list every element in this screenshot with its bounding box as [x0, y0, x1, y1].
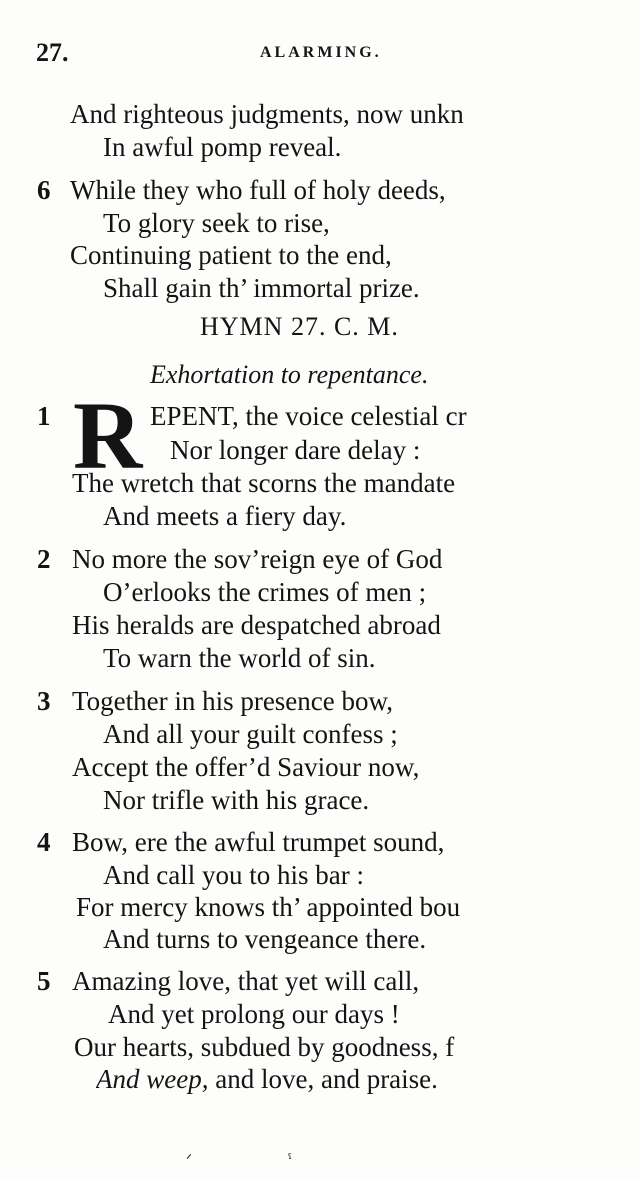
verse-line: Accept the offer’d Saviour now,: [72, 752, 420, 782]
verse-number: 1: [37, 401, 51, 431]
verse-line: And call you to his bar :: [103, 860, 364, 890]
verse-line: To glory seek to rise,: [103, 208, 330, 238]
verse-line: And meets a fiery day.: [103, 501, 347, 531]
running-head: [0, 38, 640, 68]
verse-line: The wretch that scorns the mandate: [72, 468, 456, 498]
verse-line: Nor trifle with his grace.: [103, 785, 370, 815]
verse-line: No more the sov’reign eye of God: [72, 544, 443, 574]
verse-line-final: [96, 1063, 536, 1095]
hymn-title: HYMN 27. C. M.: [200, 312, 399, 341]
verse-line: Our hearts, subdued by goodness, f: [74, 1032, 455, 1062]
page-number: 27.: [36, 38, 69, 67]
verse-line-rest: and love, and praise.: [208, 1064, 438, 1094]
hymn-subtitle: Exhortation to repentance.: [150, 360, 429, 389]
verse-line: To warn the world of sin.: [103, 643, 376, 673]
verse-line: Nor longer dare delay :: [170, 435, 421, 465]
verse-line: Amazing love, that yet will call,: [72, 966, 420, 996]
verse-line-italic-part: And weep,: [96, 1064, 209, 1094]
verse-line: While they who full of holy deeds,: [70, 175, 446, 205]
verse-number: 3: [37, 686, 51, 716]
continued-line-1: And righteous judgments, now unkn: [70, 99, 464, 129]
verse-line: For mercy knows th’ appointed bou: [76, 892, 461, 922]
verse-line: And turns to vengeance there.: [103, 924, 427, 954]
section-title: ALARMING.: [260, 44, 382, 61]
continued-line-2: In awful pomp reveal.: [103, 132, 342, 162]
verse-line: Shall gain th’ immortal prize.: [103, 273, 420, 303]
verse-line: O’erlooks the crimes of men ;: [103, 577, 427, 607]
verse-number: 6: [37, 175, 51, 205]
verse-line: EPENT, the voice celestial cr: [150, 401, 467, 431]
print-speck: ˤ: [288, 1152, 292, 1168]
verse-number: 2: [37, 544, 51, 574]
verse-line: Together in his presence bow,: [72, 686, 394, 716]
drop-cap: R: [73, 382, 143, 489]
verse-number: 5: [37, 966, 51, 996]
verse-line: And yet prolong our days !: [108, 999, 400, 1029]
verse-line: Continuing patient to the end,: [70, 240, 392, 270]
verse-line: And all your guilt confess ;: [103, 719, 398, 749]
verse-number: 4: [37, 827, 51, 857]
verse-line: His heralds are despatched abroad: [72, 610, 441, 640]
print-speck: ᐟ: [186, 1152, 192, 1168]
verse-line: Bow, ere the awful trumpet sound,: [72, 827, 445, 857]
